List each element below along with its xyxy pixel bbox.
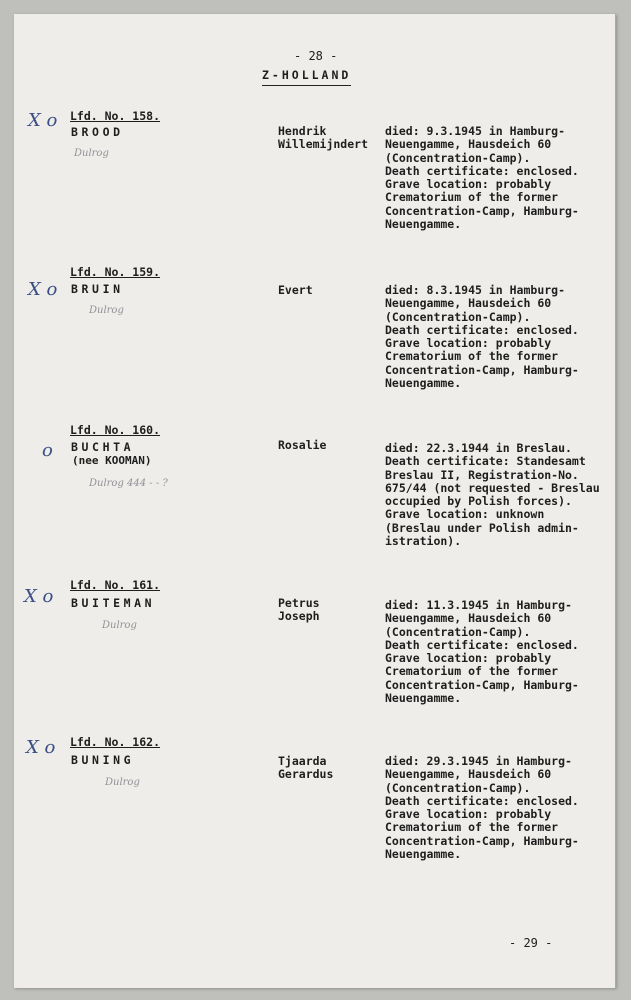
death-details: died: 8.3.1945 in Hamburg- Neuengamme, Hausdeich 60 (Concentration-Camp). Death certificate: enclosed. Grave location: probably Crematorium of the former Concentration-Camp, Hamburg- Neuengamme. [385, 283, 579, 391]
surname: BROOD [71, 125, 124, 139]
handwritten-note: Dulrog [102, 620, 137, 631]
handwritten-mark: X o [28, 279, 58, 300]
death-details: died: 22.3.1944 in Breslau. Death certificate: Standesamt Breslau II, Registration-No. 675/44 (not requested - Breslau occupied by Polish forces). Grave location: unknown (Breslau under Polish admin- istration). [385, 441, 600, 549]
given-names: Petrus Joseph [278, 596, 320, 624]
footer-page-number: - 29 - [509, 936, 553, 950]
given-names: Tjaarda Gerardus [278, 754, 334, 782]
entry-number: Lfd. No. 159. [70, 265, 161, 279]
header-page-number: - 28 - [294, 49, 338, 63]
handwritten-mark: X o [24, 586, 54, 607]
entry-number: Lfd. No. 162. [70, 735, 161, 749]
handwritten-note: Dulrog 444 - - ? [89, 478, 168, 489]
handwritten-mark: X o [26, 737, 56, 758]
given-names: Rosalie [278, 438, 327, 452]
surname: BRUIN [71, 282, 124, 296]
death-details: died: 11.3.1945 in Hamburg- Neuengamme, Hausdeich 60 (Concentration-Camp). Death certificate: enclosed. Grave location: probably Crematorium of the former Concentration-Camp, Hamburg- Neuengamme. [385, 598, 579, 706]
death-details: died: 29.3.1945 in Hamburg- Neuengamme, Hausdeich 60 (Concentration-Camp). Death certificate: enclosed. Grave location: probably Crematorium of the former Concentration-Camp, Hamburg- Neuengamme. [385, 754, 579, 862]
handwritten-note: Dulrog [105, 777, 140, 788]
maiden-name: (nee KOOMAN) [72, 454, 152, 467]
given-names: Hendrik Willemijndert [278, 124, 369, 152]
handwritten-note: Dulrog [89, 305, 124, 316]
handwritten-note: Dulrog [74, 148, 109, 159]
region-heading: Z-HOLLAND [262, 69, 351, 86]
entry-number: Lfd. No. 160. [70, 423, 161, 437]
surname: BUNING [71, 753, 135, 767]
handwritten-mark: o [42, 440, 53, 461]
death-details: died: 9.3.1945 in Hamburg- Neuengamme, Hausdeich 60 (Concentration-Camp). Death certificate: enclosed. Grave location: probably Crematorium of the former Concentration-Camp, Hamburg- Neuengamme. [385, 124, 579, 232]
entry-number: Lfd. No. 158. [70, 109, 161, 123]
entry-number: Lfd. No. 161. [70, 578, 161, 592]
handwritten-mark: X o [28, 110, 58, 131]
surname: BUCHTA [71, 440, 135, 454]
surname: BUITEMAN [71, 596, 156, 610]
document-page [14, 14, 616, 988]
given-names: Evert [278, 283, 313, 297]
